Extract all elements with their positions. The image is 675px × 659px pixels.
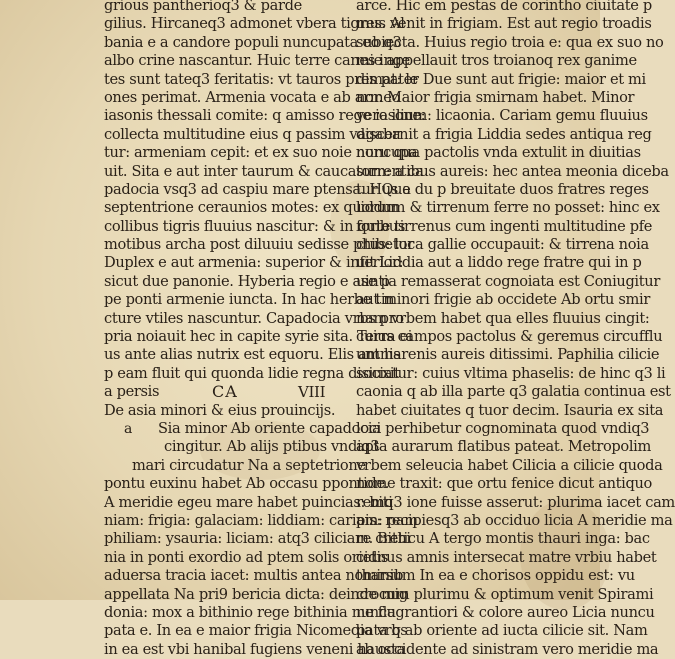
text-line: ctus: loca gallie occupauit: & tirrena noia [356, 236, 649, 254]
text-line: grious pantherioq3 & parde [104, 0, 302, 14]
left-column-lower-text [104, 438, 418, 659]
text-line: pria noiauit hec in capite syrie sita. Terra ei [104, 328, 413, 346]
right-text-column [356, 0, 675, 659]
text-line: appellata Na pri9 bericia dicta: deinde mig [104, 585, 408, 603]
text-line: uit Liddia aut a liddo rege fratre qui in p [356, 254, 642, 272]
text-line: us ante alias nutrix est equoru. Elis amnis [104, 346, 401, 364]
text-line: cingitur. Ab alijs ptibus vndiq3 [164, 438, 380, 456]
text-line: tur Que du p breuitate duos fratres reges [356, 180, 649, 198]
chapter-heading-title: CA [212, 382, 238, 402]
text-line: vero ilium: licaonia. Cariam gemu fluuius [356, 107, 648, 125]
text-line: padocia vsq3 ad caspiu mare ptensa. Hus a [104, 180, 411, 198]
text-line: apta aurarum flatibus pateat. Metropolim [356, 438, 651, 456]
text-line: iasonis thessali comite: q amisso rege iasone: [104, 107, 426, 125]
text-line: aduersa tracia iacet: multis antea nominib [104, 567, 404, 585]
text-line: p eam fluit qui quonda lidie regna disiuxit [104, 364, 400, 382]
text-line: albo crine nascantur. Huic terre canes inge [104, 52, 410, 70]
text-line: mie appellauit tros troianoq rex ganime [356, 52, 637, 70]
text-line: philiam: ysauria: liciam: atq3 ciliciam. Bithi [104, 530, 411, 548]
text-line: liddum & tirrenum ferre no posset: hinc ex [356, 199, 660, 217]
text-line: sicut due panonie. Hyberia regio e ase p [104, 272, 390, 290]
text-line: nome traxit: que ortu fenice dicut antiquo [356, 475, 652, 493]
text-line: dis pater Due sunt aut frigie: maior et mi [356, 70, 646, 88]
text-line: crocum plurimu & optimum venit Spirami [356, 585, 654, 603]
text-line: Sia minor Ab oriente capadocia [158, 419, 381, 437]
chapter-heading-lead: a persis [104, 383, 160, 401]
text-line: in ea est vbi hanibal fugiens veneni hausta [104, 640, 405, 658]
text-line: sociatur: cuius vltima phaselis: de hinc q3 li [356, 364, 666, 382]
left-column-upper-text [104, 0, 426, 383]
text-line: motibus archa post diluuiu sedisse phibetur [104, 236, 414, 254]
text-line: nam vrbem habet qua elles fluuius cingit: [356, 309, 650, 327]
text-line: caonia q ab illa parte q3 galatia continua est [356, 383, 671, 401]
text-line: pata q ab oriente ad iucta cilicie sit. Nam [356, 622, 648, 640]
text-line: bania e a candore populi nuncupata eo q3 [104, 33, 402, 51]
chapter-heading [104, 383, 326, 401]
text-line: niam: frigia: galaciam: liddiam: cariam: pam [104, 511, 418, 529]
text-line: tur: armeniam cepit: et ex suo noie nuncupa [104, 144, 418, 162]
right-column-text [356, 0, 675, 659]
text-line: cture vtiles nascuntur. Capadocia vrbs pro [104, 309, 404, 327]
text-line: re creticu A tergo montis thauri inga: bac [356, 530, 650, 548]
text-line: pe ponti armenie iuncta. In hac herbe tin [104, 291, 395, 309]
left-text-column [104, 0, 426, 659]
text-line: mari circudatur Na a septetrione [132, 456, 366, 474]
text-line: vrbem seleucia habet Cilicia a cilicie quoda [356, 456, 663, 474]
text-line: discernit a frigia Liddia sedes antiqua reg [356, 125, 652, 143]
initial-line [104, 419, 381, 438]
text-line: mus venit in frigiam. Est aut regio troadis [356, 15, 652, 33]
text-line: ab occidente ad sinistram vero meridie ma [356, 640, 659, 658]
text-line: A meridie egeu mare habet puincias: biti [104, 493, 393, 511]
text-line: pontu euxinu habet Ab occasu ppontide. [104, 475, 389, 493]
guide-letter: a [124, 420, 132, 437]
text-line: collecta multitudine eius q passim vagaba [104, 125, 401, 143]
text-line: septentrione ceraunios motes: ex quorum [104, 199, 399, 217]
text-line: ones perimat. Armenia vocata e ab armeo [104, 88, 401, 106]
text-line: collibus tigris fluuius nascitur: & in quibus [104, 217, 405, 235]
text-line: uit. Sita e aut inter taurum & caucasum: a ca [104, 162, 424, 180]
text-line: loci perhibetur cognominata quod vndiq3 [356, 419, 650, 437]
chapter-subtitle: De asia minori & eius prouincijs. [104, 401, 336, 419]
text-line: cuius campos pactolus & geremus circufflu [356, 328, 663, 346]
text-line: donia: mox a bithinio rege bithinia nuncu [104, 603, 396, 621]
text-line: tharsum In ea e chorisos oppidu est: vu [356, 567, 635, 585]
text-line: nor. Maior frigia smirnam habet. Minor [356, 88, 635, 106]
text-line: torrentibus aureis: hec antea meonia diceba [356, 162, 669, 180]
text-line: gilius. Hircaneq3 admonet vbera tigres. Al [104, 15, 405, 33]
text-line: noru qua pactolis vnda extulit in diuitias [356, 144, 641, 162]
text-line: habet ciuitates q tuor decim. Isauria ex sita [356, 401, 664, 419]
text-line: ne flagrantiori & colore aureo Licia nuncu [356, 603, 655, 621]
chapter-heading-number: VIII [298, 383, 326, 402]
text-line: tes sunt tateq3 feritatis: vt tauros premat: le [104, 70, 418, 88]
text-line: subiecta. Huius regio troia e: qua ex suo no [356, 33, 664, 51]
text-line: cidnus amnis intersecat matre vrbiu habet [356, 548, 657, 566]
text-line: pis: recipiesq3 ab occiduo licia A meridie ma [356, 511, 673, 529]
text-line: uintia remasserat cognoiata est Coniugitur [356, 272, 660, 290]
text-line: unt harenis aureis ditissimi. Paphilia cilicie [356, 346, 660, 364]
text-line: aut minori frigie ab occidete Ab ortu smir [356, 291, 650, 309]
text-line: Duplex e aut armenia: superior & inferior: [104, 254, 404, 272]
text-line: remq3 ione fuisse asserut: plurima iacet cam [356, 493, 675, 511]
text-line: nia in ponti exordio ad ptem solis orietis [104, 548, 389, 566]
text-line: arce. Hic em pestas de corintho ciuitate p [356, 0, 652, 14]
text-line: forte tirrenus cum ingenti multitudine pfe [356, 217, 653, 235]
text-line: pata e. In ea e maior frigia Nicomedia vrbs [104, 622, 408, 640]
